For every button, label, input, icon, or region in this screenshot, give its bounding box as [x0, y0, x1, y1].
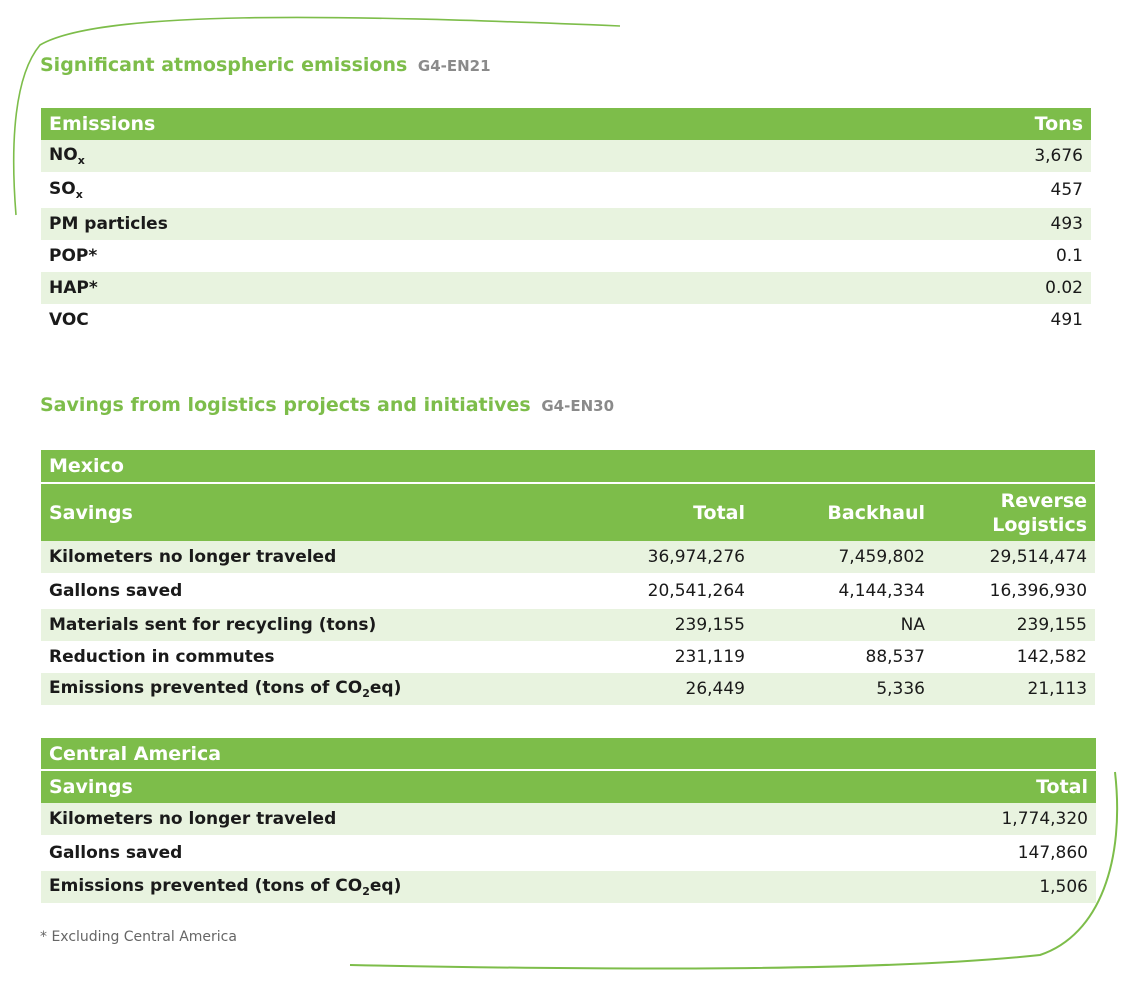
savings-reverse: 142,582	[933, 641, 1095, 673]
table-row	[41, 240, 1091, 272]
emission-label: VOC	[41, 304, 741, 336]
savings-label: Reduction in commutes	[41, 641, 573, 673]
savings-backhaul: 5,336	[753, 673, 933, 705]
savings-label: Emissions prevented (tons of $CO_2eq$)	[41, 673, 573, 705]
savings-total: 20,541,264	[573, 573, 753, 609]
emissions-section-title	[40, 54, 491, 76]
central-america-region-label: Central America	[41, 738, 1096, 770]
table-row	[41, 609, 1095, 641]
savings-total: 1,774,320	[741, 803, 1096, 835]
emission-value: 0.02	[741, 272, 1091, 304]
emission-value: 493	[741, 208, 1091, 240]
savings-code: G4-EN30	[541, 397, 615, 415]
table-row	[41, 641, 1095, 673]
central-america-savings-table	[41, 738, 1096, 903]
savings-total: 1,506	[741, 871, 1096, 903]
emissions-table	[41, 108, 1091, 336]
emissions-title-text: Significant atmospheric emissions	[40, 54, 408, 76]
emission-label: $SO_x$	[41, 172, 741, 208]
table-row	[41, 208, 1091, 240]
savings-label: Emissions prevented (tons of $CO_2eq$)	[41, 871, 741, 903]
savings-total: 239,155	[573, 609, 753, 641]
table-row	[41, 304, 1091, 336]
table-row	[41, 835, 1096, 871]
savings-reverse: 239,155	[933, 609, 1095, 641]
savings-reverse: 21,113	[933, 673, 1095, 705]
savings-label: Gallons saved	[41, 573, 573, 609]
savings-backhaul: 4,144,334	[753, 573, 933, 609]
emission-label: $NO_x$	[41, 140, 741, 172]
savings-backhaul: NA	[753, 609, 933, 641]
mexico-header-backhaul: Backhaul	[753, 483, 933, 541]
central-america-header-total: Total	[741, 770, 1096, 803]
emission-value: 457	[741, 172, 1091, 208]
mexico-header-savings: Savings	[41, 483, 573, 541]
emissions-header-tons: Tons	[741, 108, 1091, 140]
mexico-region-row	[41, 450, 1095, 483]
emission-label: HAP*	[41, 272, 741, 304]
table-row	[41, 541, 1095, 573]
table-row	[41, 172, 1091, 208]
savings-backhaul: 88,537	[753, 641, 933, 673]
mexico-header-total: Total	[573, 483, 753, 541]
savings-total: 36,974,276	[573, 541, 753, 573]
emission-value: 0.1	[741, 240, 1091, 272]
table-row	[41, 140, 1091, 172]
savings-label: Materials sent for recycling (tons)	[41, 609, 573, 641]
emission-value: 491	[741, 304, 1091, 336]
mexico-savings-table	[41, 450, 1095, 705]
emission-label: POP*	[41, 240, 741, 272]
emission-label: PM particles	[41, 208, 741, 240]
mexico-header-reverse-logistics: Reverse Logistics	[933, 483, 1095, 541]
footnote: * Excluding Central America	[40, 929, 237, 945]
emissions-header-label: Emissions	[41, 108, 741, 140]
central-america-region-row	[41, 738, 1096, 770]
table-row	[41, 803, 1096, 835]
table-row	[41, 573, 1095, 609]
savings-total: 26,449	[573, 673, 753, 705]
savings-backhaul: 7,459,802	[753, 541, 933, 573]
table-row	[41, 673, 1095, 705]
emissions-code: G4-EN21	[417, 57, 491, 75]
table-row	[41, 871, 1096, 903]
emissions-header-row	[41, 108, 1091, 140]
savings-title-text: Savings from logistics projects and initiatives	[40, 394, 531, 416]
mexico-region-label: Mexico	[41, 450, 1095, 483]
savings-label: Gallons saved	[41, 835, 741, 871]
table-row	[41, 272, 1091, 304]
emission-value: 3,676	[741, 140, 1091, 172]
savings-section-title	[40, 394, 614, 416]
savings-label: Kilometers no longer traveled	[41, 803, 741, 835]
savings-reverse: 16,396,930	[933, 573, 1095, 609]
savings-total: 147,860	[741, 835, 1096, 871]
savings-total: 231,119	[573, 641, 753, 673]
savings-label: Kilometers no longer traveled	[41, 541, 573, 573]
central-america-header-row	[41, 770, 1096, 803]
central-america-header-savings: Savings	[41, 770, 741, 803]
mexico-header-row	[41, 483, 1095, 541]
savings-reverse: 29,514,474	[933, 541, 1095, 573]
